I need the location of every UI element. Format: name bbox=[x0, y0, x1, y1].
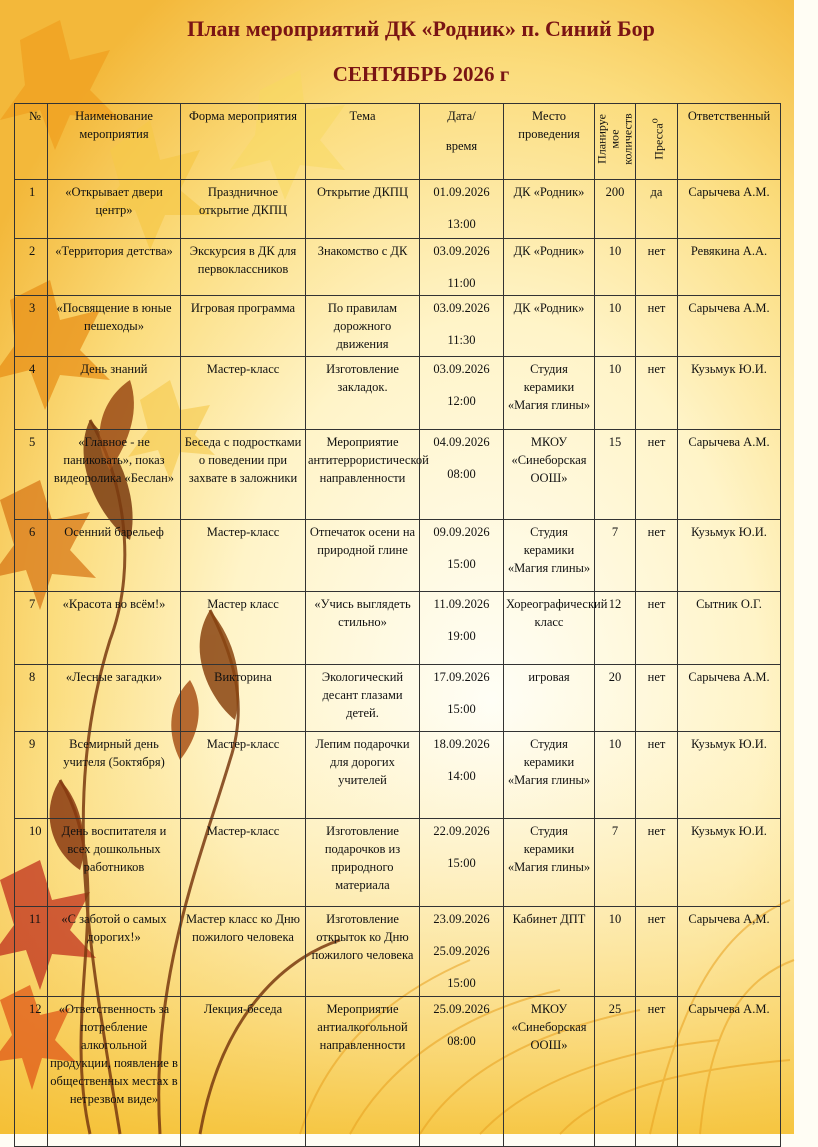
event-place-cell: Студия керамики «Магия глины» bbox=[504, 357, 595, 430]
event-place-cell: ДК «Родник» bbox=[504, 239, 595, 296]
event-form-cell: Игровая программа bbox=[181, 296, 306, 357]
planned-count-cell: 15 bbox=[595, 430, 636, 520]
event-topic-cell: «Учись выглядеть стильно» bbox=[306, 592, 420, 665]
row-num-cell: 8 bbox=[15, 665, 48, 732]
event-date: 25.09.2026 bbox=[433, 1002, 490, 1016]
table-row bbox=[15, 520, 781, 592]
event-form-cell: Мастер-класс bbox=[181, 357, 306, 430]
event-form-cell: Викторина bbox=[181, 665, 306, 732]
col-header-num: № bbox=[15, 104, 48, 180]
event-datetime-cell bbox=[420, 180, 504, 239]
table-row bbox=[15, 296, 781, 357]
event-datetime-cell bbox=[420, 907, 504, 997]
event-topic-cell: Отпечаток осени на природной глине bbox=[306, 520, 420, 592]
event-time: 13:00 bbox=[447, 217, 476, 231]
event-datetime-cell bbox=[420, 819, 504, 907]
event-name-cell: День воспитателя и всех дошкольных работников bbox=[48, 819, 181, 907]
event-place-cell: игровая bbox=[504, 665, 595, 732]
event-place-cell: Студия керамики «Магия глины» bbox=[504, 520, 595, 592]
event-name-cell: «Главное - не паниковать», показ видеоролика «Беслан» bbox=[48, 430, 181, 520]
responsible-cell: Ревякина А.А. bbox=[678, 239, 781, 296]
event-date: 04.09.2026 bbox=[433, 435, 490, 449]
responsible-cell: Сытник О.Г. bbox=[678, 592, 781, 665]
table-row bbox=[15, 907, 781, 997]
event-datetime-cell bbox=[420, 997, 504, 1147]
press-cell: нет bbox=[636, 732, 678, 819]
event-topic-cell: Изготовление подарочков из природного материала bbox=[306, 819, 420, 907]
planned-count-cell: 10 bbox=[595, 239, 636, 296]
press-cell: нет bbox=[636, 907, 678, 997]
table-row bbox=[15, 665, 781, 732]
col-header-press bbox=[636, 104, 678, 180]
event-place-cell: Хореографический класс bbox=[504, 592, 595, 665]
event-datetime-cell bbox=[420, 296, 504, 357]
press-cell: нет bbox=[636, 819, 678, 907]
events-table-body bbox=[15, 180, 781, 1147]
event-date: 23.09.2026 bbox=[433, 912, 490, 926]
event-name-cell: «Лесные загадки» bbox=[48, 665, 181, 732]
table-row bbox=[15, 732, 781, 819]
event-date: 03.09.2026 bbox=[433, 244, 490, 258]
event-name-cell: «Открывает двери центр» bbox=[48, 180, 181, 239]
event-time: 08:00 bbox=[447, 467, 476, 481]
row-num-cell: 3 bbox=[15, 296, 48, 357]
event-time: 19:00 bbox=[447, 629, 476, 643]
event-topic-cell: Изготовление открыток ко Дню пожилого человека bbox=[306, 907, 420, 997]
press-cell: нет bbox=[636, 665, 678, 732]
row-num-cell: 6 bbox=[15, 520, 48, 592]
table-row bbox=[15, 180, 781, 239]
event-time: 15:00 bbox=[447, 976, 476, 990]
press-cell: нет bbox=[636, 296, 678, 357]
event-form-cell: Мастер-класс bbox=[181, 732, 306, 819]
table-row bbox=[15, 997, 781, 1147]
col-header-planned bbox=[595, 104, 636, 180]
event-form-cell: Лекция-беседа bbox=[181, 997, 306, 1147]
col-header-press-sup: о bbox=[649, 118, 660, 124]
col-header-planned-line2: мое bbox=[607, 129, 622, 149]
table-row bbox=[15, 357, 781, 430]
responsible-cell: Сарычева А.М. bbox=[678, 665, 781, 732]
event-form-cell: Мастер класс ко Дню пожилого человека bbox=[181, 907, 306, 997]
table-header-row bbox=[15, 104, 781, 180]
event-name-cell: Осенний барельеф bbox=[48, 520, 181, 592]
event-name-cell: «Ответственность за потребление алкогольной продукции, появление в общественных местах в нетрезвом виде» bbox=[48, 997, 181, 1147]
press-cell: нет bbox=[636, 430, 678, 520]
planned-count-cell: 10 bbox=[595, 357, 636, 430]
planned-count-cell: 10 bbox=[595, 732, 636, 819]
planned-count-cell: 7 bbox=[595, 819, 636, 907]
event-datetime-cell bbox=[420, 592, 504, 665]
event-name-cell: «Красота во всём!» bbox=[48, 592, 181, 665]
event-topic-cell: Мероприятие антитеррористической направленности bbox=[306, 430, 420, 520]
event-time: 15:00 bbox=[447, 856, 476, 870]
col-header-date: Дата/ bbox=[447, 109, 476, 123]
col-header-planned-line1: Планируе bbox=[594, 114, 609, 164]
month-title: СЕНТЯБРЬ 2026 г bbox=[332, 62, 510, 86]
event-name-cell: Всемирный день учителя (5октября) bbox=[48, 732, 181, 819]
table-row bbox=[15, 239, 781, 296]
event-datetime-cell bbox=[420, 665, 504, 732]
event-topic-cell: Лепим подарочки для дорогих учителей bbox=[306, 732, 420, 819]
event-name-cell: День знаний bbox=[48, 357, 181, 430]
event-date: 17.09.2026 bbox=[433, 670, 490, 684]
event-form-cell: Экскурсия в ДК для первоклассников bbox=[181, 239, 306, 296]
event-time: 14:00 bbox=[447, 769, 476, 783]
responsible-cell: Сарычева А.М. bbox=[678, 997, 781, 1147]
row-num-cell: 11 bbox=[15, 907, 48, 997]
press-cell: да bbox=[636, 180, 678, 239]
col-header-name: Наименование мероприятия bbox=[48, 104, 181, 180]
col-header-press-label: Пресса bbox=[651, 123, 665, 160]
events-table bbox=[14, 103, 781, 1147]
press-cell: нет bbox=[636, 592, 678, 665]
event-date: 11.09.2026 bbox=[433, 597, 490, 611]
responsible-cell: Кузьмук Ю.И. bbox=[678, 357, 781, 430]
event-time: 15:00 bbox=[447, 702, 476, 716]
event-date: 03.09.2026 bbox=[433, 301, 490, 315]
responsible-cell: Сарычева А.М. bbox=[678, 296, 781, 357]
responsible-cell: Сарычева А,М. bbox=[678, 907, 781, 997]
event-date: 18.09.2026 bbox=[433, 737, 490, 751]
row-num-cell: 2 bbox=[15, 239, 48, 296]
event-place-cell: ДК «Родник» bbox=[504, 296, 595, 357]
event-place-cell: Студия керамики «Магия глины» bbox=[504, 732, 595, 819]
event-date: 09.09.2026 bbox=[433, 525, 490, 539]
col-header-time: время bbox=[445, 139, 478, 153]
row-num-cell: 9 bbox=[15, 732, 48, 819]
event-topic-cell: Экологический десант глазами детей. bbox=[306, 665, 420, 732]
event-topic-cell: По правилам дорожного движения bbox=[306, 296, 420, 357]
col-header-topic: Тема bbox=[306, 104, 420, 180]
event-topic-cell: Мероприятие антиалкогольной направленности bbox=[306, 997, 420, 1147]
press-cell: нет bbox=[636, 239, 678, 296]
page-title: План мероприятий ДК «Родник» п. Синий Бор bbox=[187, 16, 655, 41]
event-date: 01.09.2026 bbox=[433, 185, 490, 199]
responsible-cell: Кузьмук Ю.И. bbox=[678, 520, 781, 592]
event-place-cell: ДК «Родник» bbox=[504, 180, 595, 239]
event-time: 12:00 bbox=[447, 394, 476, 408]
event-datetime-cell bbox=[420, 732, 504, 819]
planned-count-cell: 12 bbox=[595, 592, 636, 665]
event-place-cell: Студия керамики «Магия глины» bbox=[504, 819, 595, 907]
col-header-form: Форма мероприятия bbox=[181, 104, 306, 180]
press-cell: нет bbox=[636, 520, 678, 592]
planned-count-cell: 7 bbox=[595, 520, 636, 592]
event-time: 11:30 bbox=[447, 333, 476, 347]
planned-count-cell: 25 bbox=[595, 997, 636, 1147]
press-cell: нет bbox=[636, 997, 678, 1147]
planned-count-cell: 10 bbox=[595, 907, 636, 997]
col-header-responsible: Ответственный bbox=[678, 104, 781, 180]
event-form-cell: Мастер-класс bbox=[181, 819, 306, 907]
event-datetime-cell bbox=[420, 357, 504, 430]
responsible-cell: Сарычева А.М. bbox=[678, 180, 781, 239]
responsible-cell: Кузьмук Ю.И. bbox=[678, 732, 781, 819]
press-cell: нет bbox=[636, 357, 678, 430]
col-header-datetime bbox=[420, 104, 504, 180]
event-topic-cell: Открытие ДКПЦ bbox=[306, 180, 420, 239]
event-form-cell: Беседа с подростками о поведении при захвате в заложники bbox=[181, 430, 306, 520]
event-form-cell: Праздничное открытие ДКПЦ bbox=[181, 180, 306, 239]
event-form-cell: Мастер-класс bbox=[181, 520, 306, 592]
responsible-cell: Кузьмук Ю.И. bbox=[678, 819, 781, 907]
event-place-cell: Кабинет ДПТ bbox=[504, 907, 595, 997]
row-num-cell: 5 bbox=[15, 430, 48, 520]
event-name-cell: «С заботой о самых дорогих!» bbox=[48, 907, 181, 997]
event-topic-cell: Изготовление закладок. bbox=[306, 357, 420, 430]
event-name-cell: «Территория детства» bbox=[48, 239, 181, 296]
event-time: 11:00 bbox=[447, 276, 476, 290]
row-num-cell: 1 bbox=[15, 180, 48, 239]
event-datetime-cell bbox=[420, 430, 504, 520]
event-date: 25.09.2026 bbox=[433, 944, 490, 958]
event-topic-cell: Знакомство с ДК bbox=[306, 239, 420, 296]
event-time: 08:00 bbox=[447, 1034, 476, 1048]
event-form-cell: Мастер класс bbox=[181, 592, 306, 665]
event-place-cell: МКОУ «Синеборская ООШ» bbox=[504, 430, 595, 520]
planned-count-cell: 20 bbox=[595, 665, 636, 732]
event-datetime-cell bbox=[420, 239, 504, 296]
col-header-place: Место проведения bbox=[504, 104, 595, 180]
event-date: 03.09.2026 bbox=[433, 362, 490, 376]
row-num-cell: 4 bbox=[15, 357, 48, 430]
planned-count-cell: 10 bbox=[595, 296, 636, 357]
row-num-cell: 10 bbox=[15, 819, 48, 907]
event-time: 15:00 bbox=[447, 557, 476, 571]
table-row bbox=[15, 430, 781, 520]
responsible-cell: Сарычева А.М. bbox=[678, 430, 781, 520]
table-row bbox=[15, 819, 781, 907]
col-header-planned-line3: количеств bbox=[620, 113, 635, 165]
event-place-cell: МКОУ «Синеборская ООШ» bbox=[504, 997, 595, 1147]
table-row bbox=[15, 592, 781, 665]
event-datetime-cell bbox=[420, 520, 504, 592]
planned-count-cell: 200 bbox=[595, 180, 636, 239]
event-name-cell: «Посвящение в юные пешеходы» bbox=[48, 296, 181, 357]
event-date: 22.09.2026 bbox=[433, 824, 490, 838]
row-num-cell: 7 bbox=[15, 592, 48, 665]
row-num-cell: 12 bbox=[15, 997, 48, 1147]
